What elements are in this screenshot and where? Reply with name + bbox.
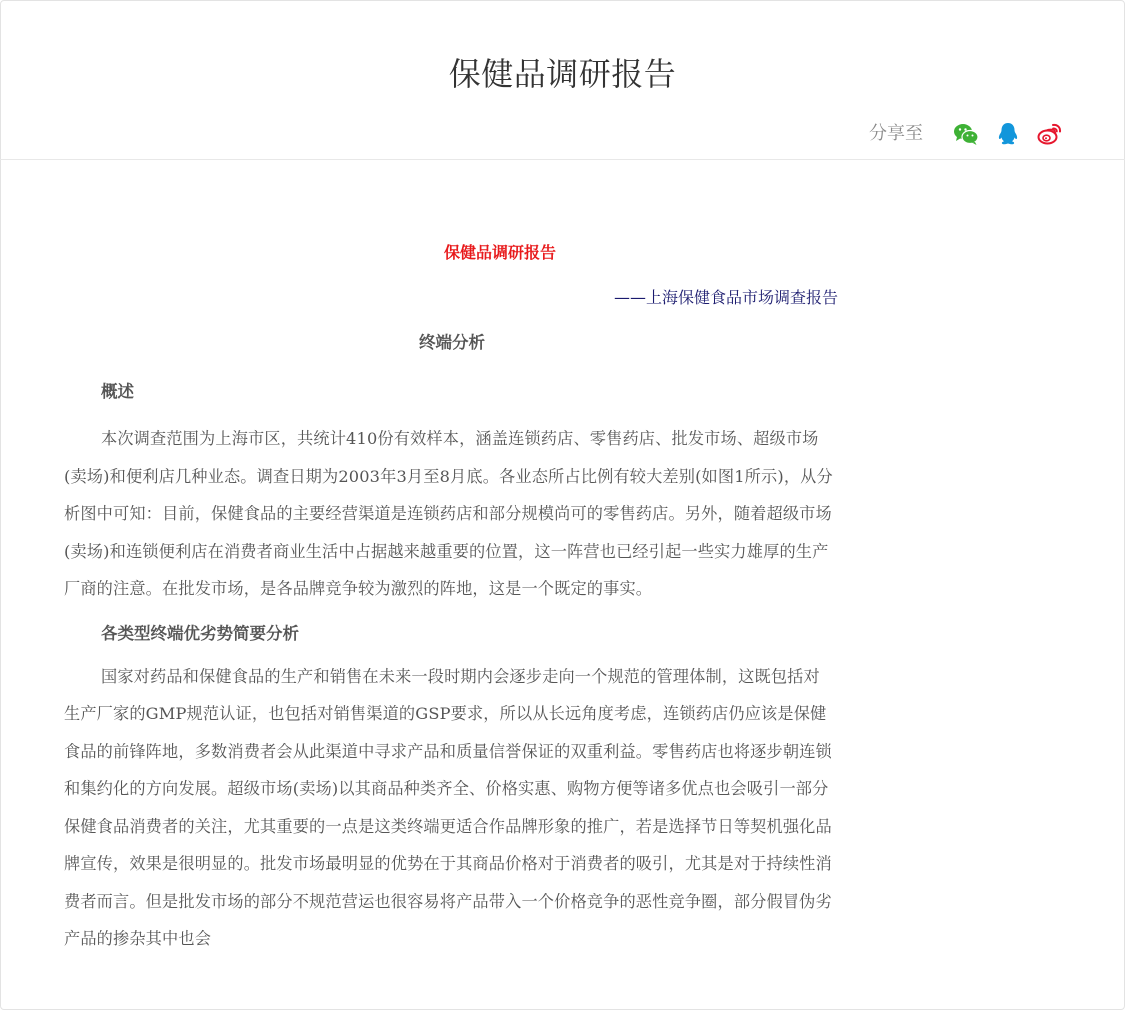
weibo-icon[interactable] — [1037, 121, 1063, 147]
overview-heading: 概述 — [101, 382, 134, 401]
page-header — [0, 0, 1125, 160]
share-bar — [869, 118, 1063, 150]
report-title: 保健品调研报告 — [443, 243, 556, 262]
report-subtitle: ——上海保健食品市场调查报告 — [613, 288, 838, 307]
page-title: 保健品调研报告 — [448, 55, 677, 93]
qq-icon[interactable] — [995, 121, 1021, 147]
wechat-icon[interactable] — [953, 121, 979, 147]
analysis-heading: 各类型终端优劣势简要分析 — [101, 623, 299, 643]
analysis-paragraph: 国家对药品和保健食品的生产和销售在未来一段时期内会逐步走向一个规范的管理体制，这既包括对生产厂家的GMP规范认证，也包括对销售渠道的GSP要求，所以从长远角度考虑，连锁药店仍应该是保健食品的前锋阵地，多数消费者会从此渠道中寻求产品和质量信誉保证的双重利益。零售药店也将逐步朝连锁和集约化的方向发展。超级市场(卖场)以其商品种类齐全、价格实惠、购物方便等诸多优点也会吸引一部分保健食品消费者的关注，尤其重要的一点是这类终端更适合作品牌形象的推广，若是选择节日等契机强化品牌宣传，效果是很明显的。批发市场最明显的优势在于其商品价格对于消费者的吸引，尤其是对于持续性消费者而言。但是批发市场的部分不规范营运也很容易将产品带入一个价格竞争的恶性竞争圈，部分假冒伪劣产品的掺杂其中也会 — [64, 666, 832, 948]
share-label: 分享至 — [869, 123, 923, 144]
article-body — [64, 230, 838, 958]
overview-paragraph: 本次调查范围为上海市区，共统计410份有效样本，涵盖连锁药店、零售药店、批发市场、超级市场(卖场)和便利店几种业态。调查日期为2003年3月至8月底。各业态所占比例有较大差别(如图1所示)，从分析图中可知：目前，保健食品的主要经营渠道是连锁药店和部分规模尚可的零售药店。另外，随着超级市场(卖场)和连锁便利店在消费者商业生活中占据越来越重要的位置，这一阵营也已经引起一些实力雄厚的生产厂商的注意。在批发市场，是各品牌竞争较为激烈的阵地，这是一个既定的事实。 — [64, 429, 833, 598]
section-title: 终端分析 — [419, 333, 485, 352]
